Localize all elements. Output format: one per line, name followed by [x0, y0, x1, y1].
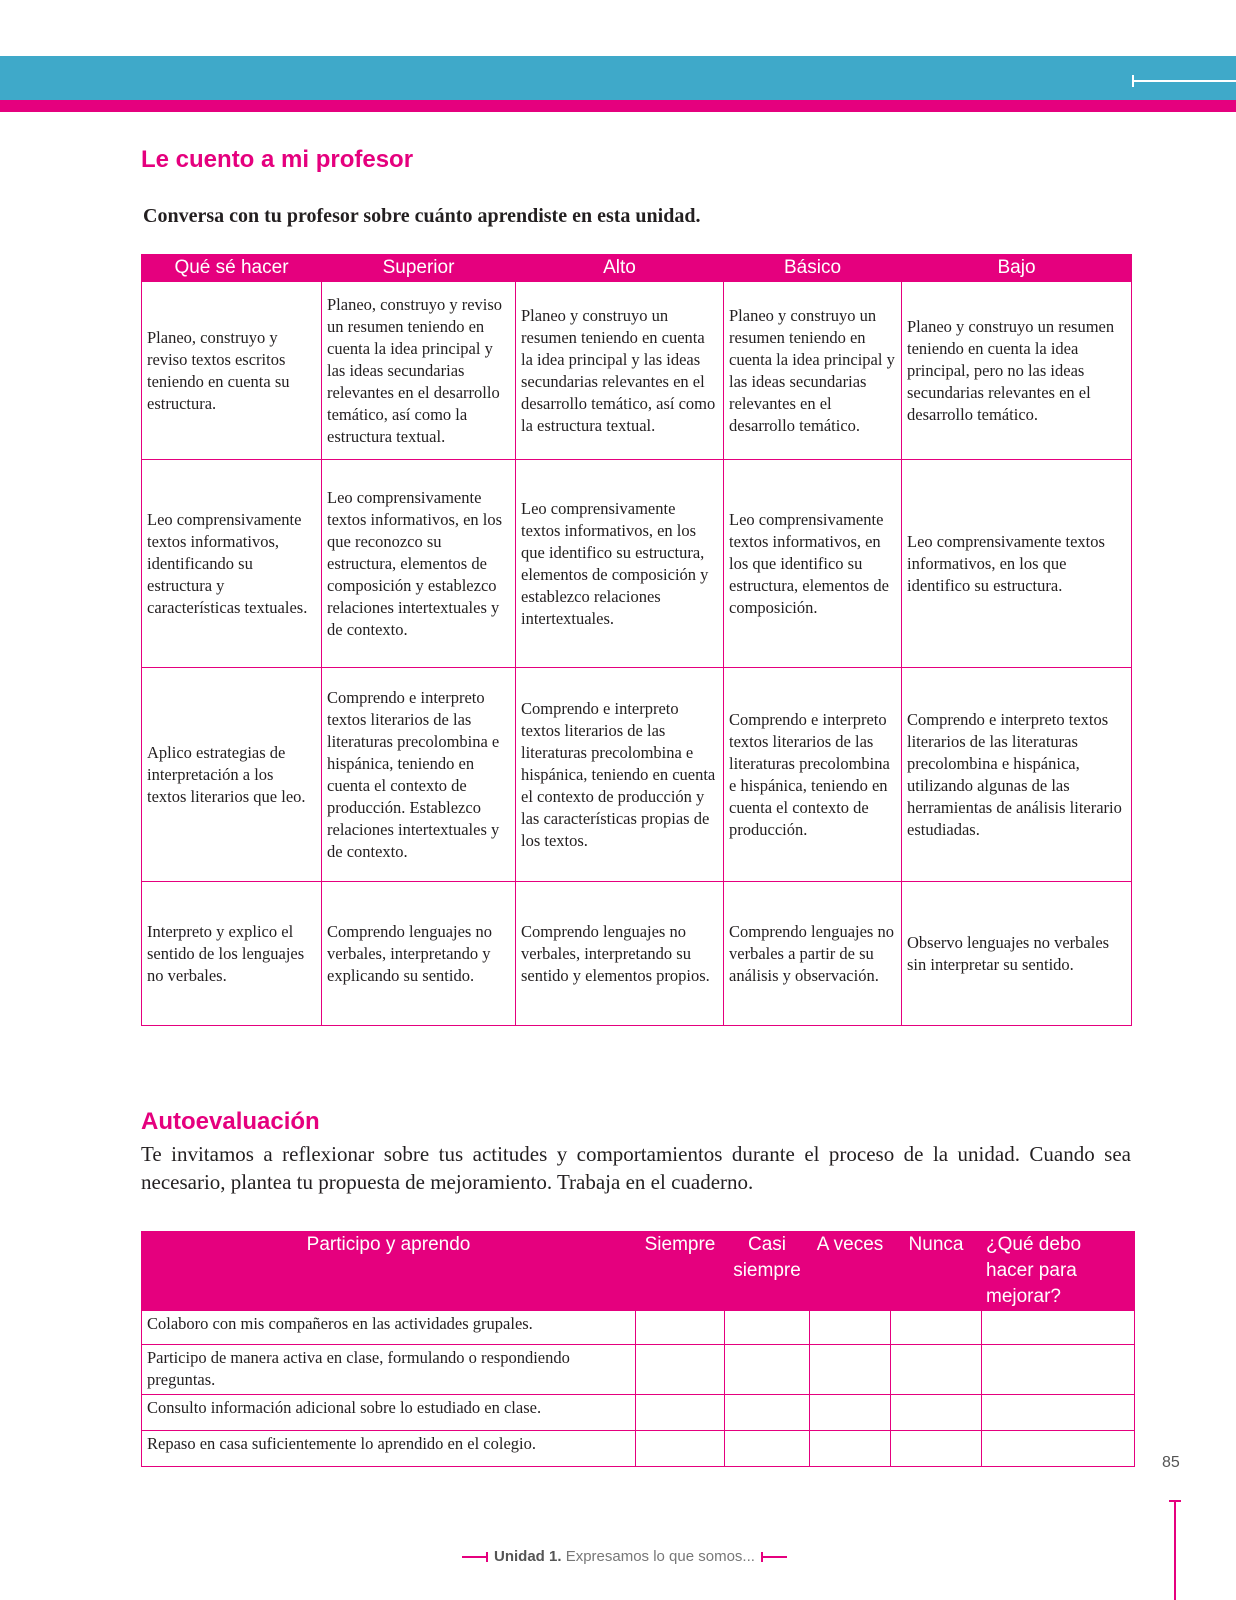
rubric-header-superior: Superior	[322, 255, 516, 282]
footer-right-tick	[761, 1556, 787, 1558]
selfeval-check-cell	[891, 1345, 982, 1395]
rubric-cell: Planeo y construyo un resumen teniendo en cuenta la idea principal y las ideas secundarias relevantes en el desarrollo temático.	[724, 282, 902, 460]
rubric-cell: Comprendo lenguajes no verbales a partir de su análisis y observación.	[724, 882, 902, 1026]
table-row	[142, 882, 1132, 1026]
selfeval-statement: Colaboro con mis compañeros en las actividades grupales.	[142, 1311, 636, 1345]
selfeval-header-a-veces: A veces	[810, 1232, 891, 1311]
rubric-cell: Comprendo e interpreto textos literarios de las literaturas precolombina e hispánica, teniendo en cuenta el contexto de producción. Establezco relaciones intertextuales y de contexto.	[322, 668, 516, 882]
rubric-cell: Interpreto y explico el sentido de los lenguajes no verbales.	[142, 882, 322, 1026]
rubric-cell: Observo lenguajes no verbales sin interpretar su sentido.	[902, 882, 1132, 1026]
table-row	[142, 460, 1132, 668]
section-instruction: Conversa con tu profesor sobre cuánto aprendiste en esta unidad.	[143, 205, 701, 227]
selfeval-improve-cell	[982, 1431, 1135, 1467]
selfeval-check-cell	[636, 1311, 725, 1345]
rubric-cell: Leo comprensivamente textos informativos, en los que identifico su estructura.	[902, 460, 1132, 668]
selfeval-improve-cell	[982, 1345, 1135, 1395]
selfeval-statement: Participo de manera activa en clase, formulando o respondiendo preguntas.	[142, 1345, 636, 1395]
header-band-blue	[0, 56, 1236, 100]
rubric-table	[141, 254, 1132, 1026]
selfeval-header-row	[142, 1232, 1135, 1311]
header-band-tick	[1132, 80, 1236, 82]
rubric-cell: Planeo y construyo un resumen teniendo en cuenta la idea principal y las ideas secundarias relevantes en el desarrollo temático, así como la estructura textual.	[516, 282, 724, 460]
footer-unit: Unidad 1.	[494, 1548, 562, 1565]
selfeval-check-cell	[636, 1431, 725, 1467]
selfeval-check-cell	[725, 1431, 810, 1467]
section-intro: Te invitamos a reflexionar sobre tus actitudes y comportamientos durante el proceso de la unidad. Cuando sea necesario, plantea tu propuesta de mejoramiento. Trabaja en el cuaderno.	[141, 1142, 1131, 1194]
rubric-cell: Aplico estrategias de interpretación a los textos literarios que leo.	[142, 668, 322, 882]
rubric-header-que-se-hacer: Qué sé hacer	[142, 255, 322, 282]
selfeval-check-cell	[725, 1395, 810, 1431]
selfeval-check-cell	[891, 1431, 982, 1467]
selfeval-check-cell	[810, 1395, 891, 1431]
table-row	[142, 1311, 1135, 1345]
selfeval-improve-cell	[982, 1311, 1135, 1345]
rubric-cell: Leo comprensivamente textos informativos, en los que reconozco su estructura, elementos de composición y establezco relaciones intertextuales y de contexto.	[322, 460, 516, 668]
selfeval-header-nunca: Nunca	[891, 1232, 982, 1311]
table-row	[142, 1345, 1135, 1395]
rubric-cell: Comprendo lenguajes no verbales, interpretando su sentido y elementos propios.	[516, 882, 724, 1026]
footer-label	[494, 1548, 755, 1565]
rubric-cell: Leo comprensivamente textos informativos, en los que identifico su estructura, elementos de composición y establezco relaciones intertextuales.	[516, 460, 724, 668]
selfeval-check-cell	[891, 1395, 982, 1431]
selfeval-check-cell	[810, 1311, 891, 1345]
page-marker-line	[1174, 1500, 1176, 1600]
selfeval-improve-cell	[982, 1395, 1135, 1431]
rubric-header-alto: Alto	[516, 255, 724, 282]
selfeval-header-siempre: Siempre	[636, 1232, 725, 1311]
table-row	[142, 668, 1132, 882]
selfeval-check-cell	[810, 1431, 891, 1467]
selfeval-statement: Consulto información adicional sobre lo estudiado en clase.	[142, 1395, 636, 1431]
table-row	[142, 282, 1132, 460]
header-band-pink	[0, 100, 1236, 112]
footer-left-tick	[462, 1556, 488, 1558]
rubric-header-row	[142, 255, 1132, 282]
table-row	[142, 1395, 1135, 1431]
section-title-autoevaluacion: Autoevaluación	[141, 1108, 320, 1135]
page-number: 85	[1162, 1454, 1180, 1471]
rubric-cell: Leo comprensivamente textos informativos, en los que identifico su estructura, elementos de composición.	[724, 460, 902, 668]
footer	[462, 1548, 787, 1565]
rubric-header-basico: Básico	[724, 255, 902, 282]
rubric-cell: Planeo, construyo y reviso textos escritos teniendo en cuenta su estructura.	[142, 282, 322, 460]
selfeval-check-cell	[810, 1345, 891, 1395]
selfeval-header-casi-siempre: Casi siempre	[725, 1232, 810, 1311]
selfeval-check-cell	[636, 1345, 725, 1395]
rubric-header-bajo: Bajo	[902, 255, 1132, 282]
selfeval-check-cell	[725, 1345, 810, 1395]
section-title-le-cuento: Le cuento a mi profesor	[141, 146, 414, 173]
table-row	[142, 1431, 1135, 1467]
selfeval-check-cell	[636, 1395, 725, 1431]
self-evaluation-table	[141, 1231, 1135, 1467]
rubric-cell: Comprendo lenguajes no verbales, interpretando y explicando su sentido.	[322, 882, 516, 1026]
rubric-cell: Comprendo e interpreto textos literarios de las literaturas precolombina e hispánica, teniendo en cuenta el contexto de producción y las características propias de los textos.	[516, 668, 724, 882]
selfeval-header-participo: Participo y aprendo	[142, 1232, 636, 1311]
rubric-cell: Planeo y construyo un resumen teniendo en cuenta la idea principal, pero no las ideas secundarias relevantes en el desarrollo temático.	[902, 282, 1132, 460]
selfeval-header-mejorar: ¿Qué debo hacer para mejorar?	[982, 1232, 1135, 1311]
selfeval-check-cell	[725, 1311, 810, 1345]
rubric-cell: Planeo, construyo y reviso un resumen teniendo en cuenta la idea principal y las ideas secundarias relevantes en el desarrollo temático, así como la estructura textual.	[322, 282, 516, 460]
selfeval-check-cell	[891, 1311, 982, 1345]
footer-title: Expresamos lo que somos...	[565, 1548, 755, 1565]
header-band-tick-cap	[1132, 75, 1134, 87]
rubric-cell: Comprendo e interpreto textos literarios de las literaturas precolombina e hispánica, teniendo en cuenta el contexto de producción.	[724, 668, 902, 882]
selfeval-statement: Repaso en casa suficientemente lo aprendido en el colegio.	[142, 1431, 636, 1467]
rubric-cell: Comprendo e interpreto textos literarios de las literaturas precolombina e hispánica, utilizando algunas de las herramientas de análisis literario estudiadas.	[902, 668, 1132, 882]
rubric-cell: Leo comprensivamente textos informativos, identificando su estructura y características textuales.	[142, 460, 322, 668]
